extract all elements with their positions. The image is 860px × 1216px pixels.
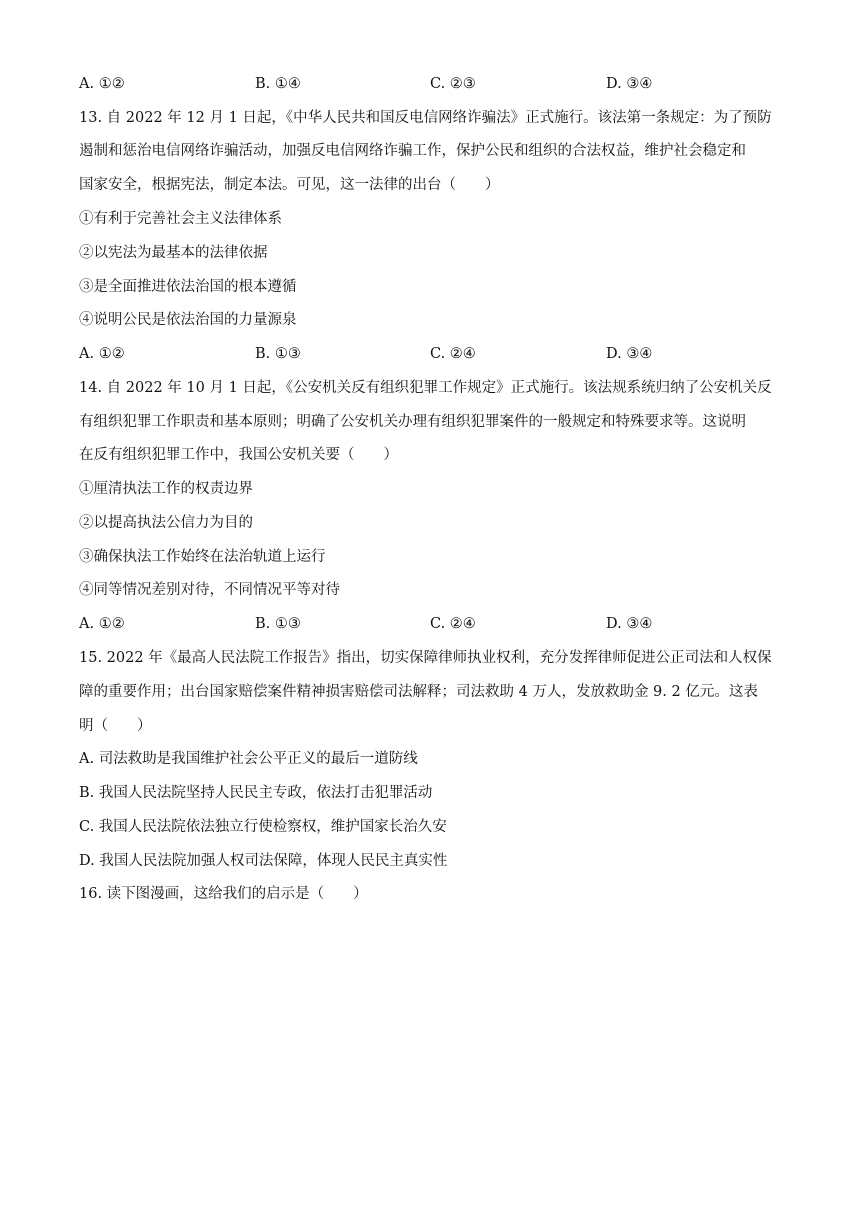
q15-choice-a: A. 司法救助是我国维护社会公平正义的最后一道防线 bbox=[79, 751, 418, 767]
q12-option-b: B. ①④ bbox=[255, 76, 301, 92]
q14-statement-3: ③确保执法工作始终在法治轨道上运行 bbox=[79, 549, 326, 565]
q16-stem: 16. 读下图漫画，这给我们的启示是（ ） bbox=[79, 886, 368, 902]
q14-statement-4: ④同等情况差别对待，不同情况平等对待 bbox=[79, 582, 340, 598]
q13-stem-line-3: 国家安全，根据宪法，制定本法。可见，这一法律的出台（ ） bbox=[79, 177, 500, 193]
q15-choice-b: B. 我国人民法院坚持人民民主专政，依法打击犯罪活动 bbox=[79, 785, 433, 801]
q15-stem-line-2: 障的重要作用；出台国家赔偿案件精神损害赔偿司法解释；司法救助 4 万人，发放救助金 9. 2 亿元。这表 bbox=[79, 684, 758, 700]
q13-statement-3: ③是全面推进依法治国的根本遵循 bbox=[79, 279, 297, 295]
q14-option-b: B. ①③ bbox=[255, 616, 301, 632]
q13-statement-1: ①有利于完善社会主义法律体系 bbox=[79, 211, 282, 227]
q14-statement-1: ①厘清执法工作的权责边界 bbox=[79, 481, 253, 497]
q14-statement-2: ②以提高执法公信力为目的 bbox=[79, 515, 253, 531]
q12-option-c: C. ②③ bbox=[430, 76, 476, 92]
q13-option-a: A. ①② bbox=[79, 346, 125, 362]
q14-stem-line-2: 有组织犯罪工作职责和基本原则；明确了公安机关办理有组织犯罪案件的一般规定和特殊要求等。这说明 bbox=[79, 414, 746, 430]
q13-option-b: B. ①③ bbox=[255, 346, 301, 362]
q13-stem-line-2: 遏制和惩治电信网络诈骗活动，加强反电信网络诈骗工作，保护公民和组织的合法权益，维护社会稳定和 bbox=[79, 143, 746, 159]
q14-stem-line-3: 在反有组织犯罪工作中，我国公安机关要（ ） bbox=[79, 447, 398, 463]
q12-options bbox=[79, 74, 779, 94]
q13-options bbox=[79, 344, 779, 364]
q13-option-c: C. ②④ bbox=[430, 346, 476, 362]
q14-stem-line-1: 14. 自 2022 年 10 月 1 日起，《公安机关反有组织犯罪工作规定》正式施行。该法规系统归纳了公安机关反 bbox=[79, 380, 772, 396]
q15-choice-d: D. 我国人民法院加强人权司法保障，体现人民民主真实性 bbox=[79, 853, 448, 869]
q14-options bbox=[79, 614, 779, 634]
q13-statement-4: ④说明公民是依法治国的力量源泉 bbox=[79, 312, 297, 328]
q12-option-d: D. ③④ bbox=[606, 76, 653, 92]
q13-option-d: D. ③④ bbox=[606, 346, 653, 362]
q15-stem-line-3: 明（ ） bbox=[79, 718, 152, 734]
q14-option-a: A. ①② bbox=[79, 616, 125, 632]
q14-option-d: D. ③④ bbox=[606, 616, 653, 632]
q15-choice-c: C. 我国人民法院依法独立行使检察权，维护国家长治久安 bbox=[79, 819, 447, 835]
q15-stem-line-1: 15. 2022 年《最高人民法院工作报告》指出，切实保障律师执业权利，充分发挥律师促进公正司法和人权保 bbox=[79, 650, 772, 666]
q12-option-a: A. ①② bbox=[79, 76, 125, 92]
q13-stem-line-1: 13. 自 2022 年 12 月 1 日起，《中华人民共和国反电信网络诈骗法》正式施行。该法第一条规定：为了预防 bbox=[79, 110, 772, 126]
q14-option-c: C. ②④ bbox=[430, 616, 476, 632]
q13-statement-2: ②以宪法为最基本的法律依据 bbox=[79, 245, 268, 261]
